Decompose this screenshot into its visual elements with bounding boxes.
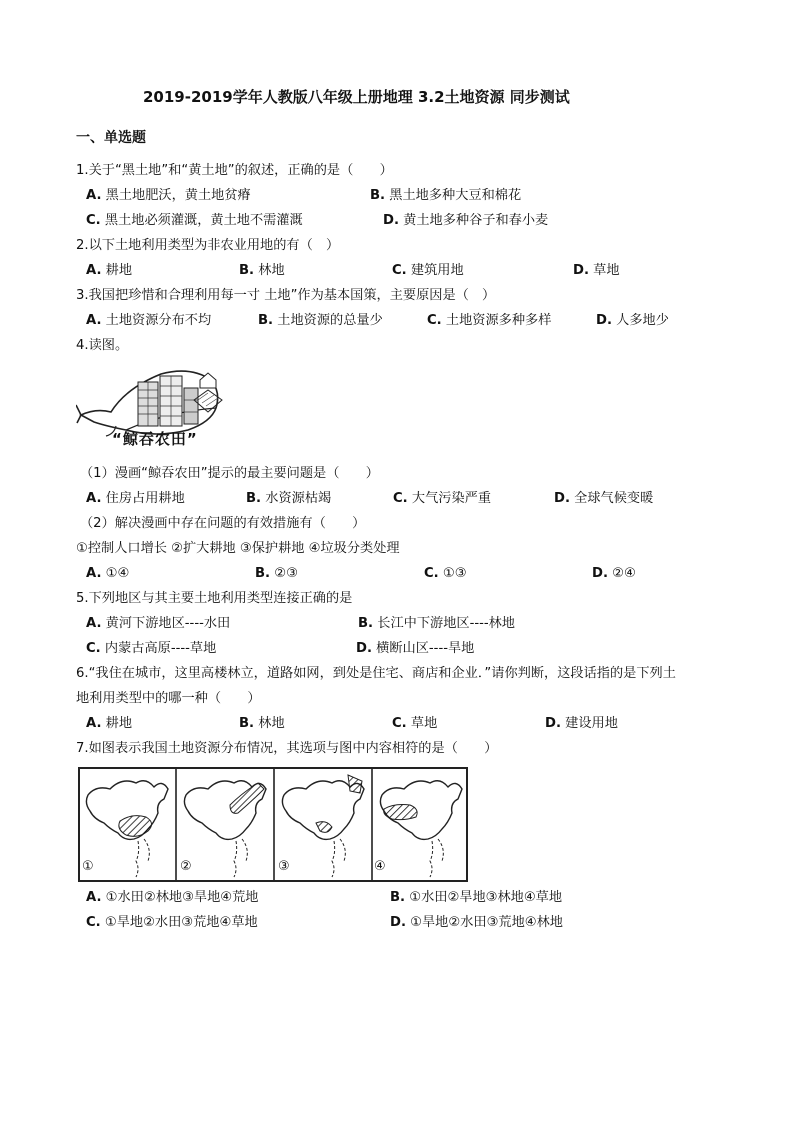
question-6-stem-line-2: 地利用类型中的哪一种（ ） — [76, 691, 261, 706]
section-heading: 一、单选题 — [76, 130, 146, 146]
question-4-2-option-c[interactable]: C. ①③ — [424, 566, 467, 581]
question-4-1-stem: （1）漫画“鲸吞农田”提示的最主要问题是（ ） — [80, 466, 379, 481]
question-1-option-b[interactable]: B. 黑土地多种大豆和棉花 — [370, 188, 522, 203]
map-label-4: ④ — [374, 859, 386, 874]
question-1-option-c[interactable]: C. 黑土地必须灌溉，黄土地不需灌溉 — [86, 213, 303, 228]
question-4-stem: 4.读图。 — [76, 338, 129, 353]
question-4-2-measures: ①控制人口增长 ②扩大耕地 ③保护耕地 ④垃圾分类处理 — [76, 541, 400, 556]
question-3-stem: 3.我国把珍惜和合理利用每一寸 土地”作为基本国策，主要原因是（ ） — [76, 288, 496, 303]
map-panel-1 — [86, 781, 168, 877]
question-2-stem: 2.以下土地利用类型为非农业用地的有（ ） — [76, 238, 340, 253]
question-7-stem: 7.如图表示我国土地资源分布情况，其选项与图中内容相符的是（ ） — [76, 741, 498, 756]
question-5-option-c[interactable]: C. 内蒙古高原----草地 — [86, 641, 217, 656]
question-4-1-option-d[interactable]: D. 全球气候变暖 — [554, 491, 654, 506]
question-4-1-option-c[interactable]: C. 大气污染严重 — [393, 491, 492, 506]
question-7-option-c[interactable]: C. ①旱地②水田③荒地④草地 — [86, 915, 258, 930]
cartoon-caption: “鲸吞农田” — [112, 430, 198, 448]
question-3-option-d[interactable]: D. 人多地少 — [596, 313, 669, 328]
question-1-stem: 1.关于“黑土地”和“黄土地”的叙述，正确的是（ ） — [76, 163, 393, 178]
question-4-2-option-b[interactable]: B. ②③ — [255, 566, 298, 581]
question-3-option-c[interactable]: C. 土地资源多种多样 — [427, 313, 552, 328]
map-panel-4 — [380, 781, 462, 877]
question-4-2-option-d[interactable]: D. ②④ — [592, 566, 636, 581]
question-7-option-a[interactable]: A. ①水田②林地③旱地④荒地 — [86, 890, 259, 905]
question-5-option-d[interactable]: D. 横断山区----旱地 — [356, 641, 475, 656]
question-2-option-d[interactable]: D. 草地 — [573, 263, 620, 278]
map-label-2: ② — [180, 859, 192, 874]
china-land-maps-figure — [78, 767, 468, 882]
question-5-option-a[interactable]: A. 黄河下游地区----水田 — [86, 616, 231, 631]
question-2-option-c[interactable]: C. 建筑用地 — [392, 263, 464, 278]
question-6-stem-line-1: 6.“我住在城市，这里高楼林立，道路如网，到处是住宅、商店和企业．”请你判断，这段话指的是下列土 — [76, 666, 676, 681]
question-7-option-b[interactable]: B. ①水田②旱地③林地④草地 — [390, 890, 563, 905]
map-panel-3 — [282, 775, 364, 877]
question-5-stem: 5.下列地区与其主要土地利用类型连接正确的是 — [76, 591, 353, 606]
map-panel-2 — [184, 781, 266, 877]
question-5-option-b[interactable]: B. 长江中下游地区----林地 — [358, 616, 515, 631]
question-1-option-a[interactable]: A. 黑土地肥沃，黄土地贫瘠 — [86, 188, 251, 203]
question-2-option-a[interactable]: A. 耕地 — [86, 263, 133, 278]
question-6-option-d[interactable]: D. 建设用地 — [545, 716, 618, 731]
question-6-option-a[interactable]: A. 耕地 — [86, 716, 133, 731]
question-3-option-a[interactable]: A. 土地资源分布不均 — [86, 313, 212, 328]
question-4-2-stem: （2）解决漫画中存在问题的有效措施有（ ） — [80, 516, 366, 531]
question-7-option-d[interactable]: D. ①旱地②水田③荒地④林地 — [390, 915, 563, 930]
map-label-1: ① — [82, 859, 94, 874]
question-2-option-b[interactable]: B. 林地 — [239, 263, 285, 278]
question-3-option-b[interactable]: B. 土地资源的总量少 — [258, 313, 383, 328]
question-1-option-d[interactable]: D. 黄土地多种谷子和春小麦 — [383, 213, 549, 228]
page-title: 2019-2019学年人教版八年级上册地理 3.2土地资源 同步测试 — [143, 88, 570, 106]
question-4-1-option-b[interactable]: B. 水资源枯竭 — [246, 491, 332, 506]
question-4-2-option-a[interactable]: A. ①④ — [86, 566, 130, 581]
question-4-1-option-a[interactable]: A. 住房占用耕地 — [86, 491, 185, 506]
question-6-option-c[interactable]: C. 草地 — [392, 716, 438, 731]
map-label-3: ③ — [278, 859, 290, 874]
question-6-option-b[interactable]: B. 林地 — [239, 716, 285, 731]
